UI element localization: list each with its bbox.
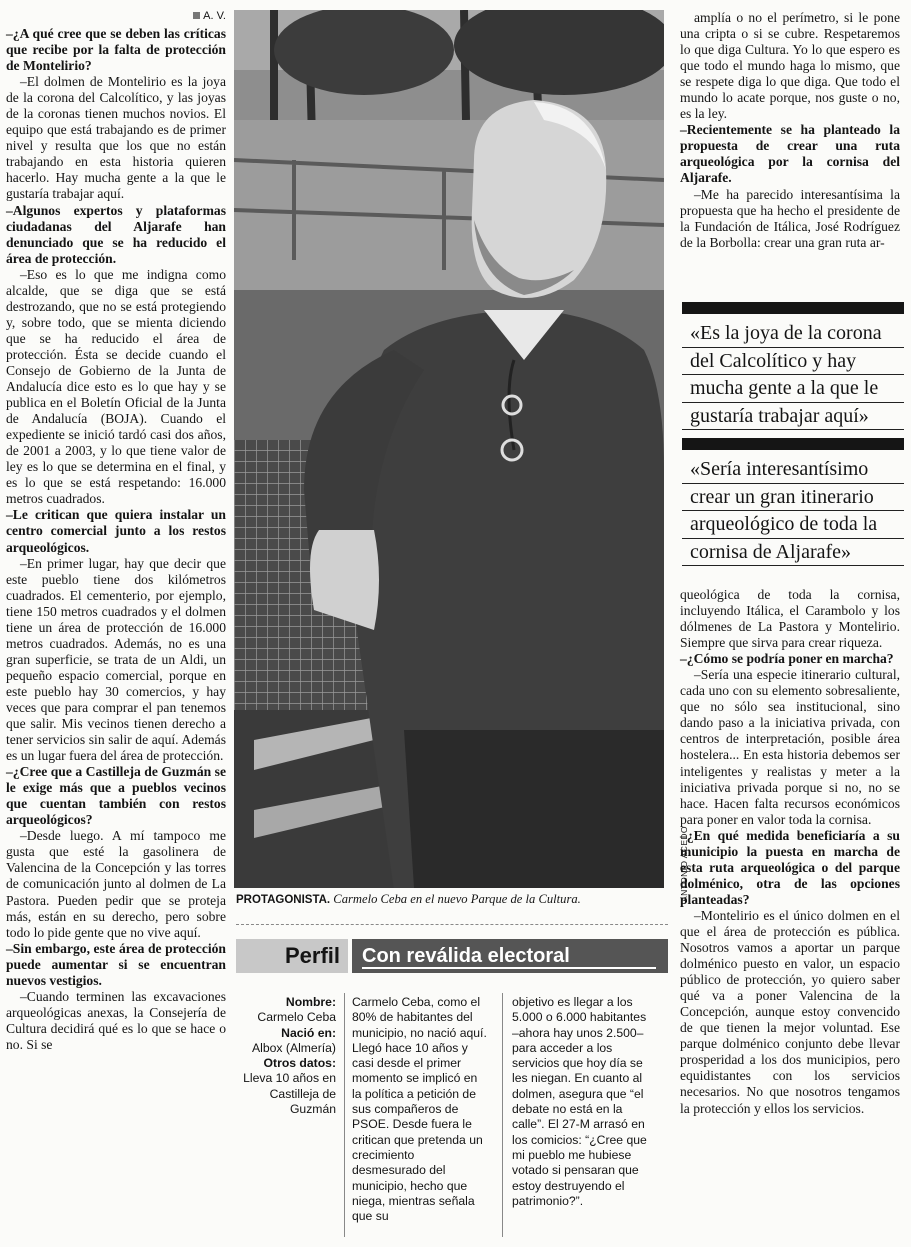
- profile-text-col2: objetivo es llegar a los 5.000 o 6.000 habitantes –ahora hay unos 2.500– para acceder a los servicios que hoy día se les niegan. En cuanto al dolmen, asegura que “el debate no está en la calle”. El 27-M arrasó en los comicios: “¿Cree que mi pueblo me hubiese votado si pensaran que estoy destruyendo el patrimonio?”.: [512, 995, 647, 1208]
- interview-answer: amplía o no el perímetro, si le pone una cripta o si se cubre. Respetaremos lo que diga Cultura. Yo lo que espero es que todo el mundo haga lo mismo, que se respete diga lo que diga. Que todo el mundo lo acate porque, nos guste o no, es la ley.: [680, 10, 900, 122]
- fact-value: Carmelo Ceba: [257, 1010, 336, 1025]
- profile-tag: Perfil: [236, 939, 348, 973]
- pull-quote-line: cornisa de Aljarafe»: [682, 539, 904, 567]
- article-column-left: [6, 26, 226, 1053]
- profile-divider: [502, 993, 503, 1237]
- interview-answer: –En primer lugar, hay que decir que este pueblo tiene dos kilómetros cuadrados. El cementerio, por ejemplo, tiene 150 metros cuadrados y el dolmen tiene un área de protección de 16.000 metros cuadrados. Además, no es una gran superficie, se trata de un Aldi, un pequeño espacio comercial, porque en este pueblo hay 30 comercios, y hay veces que para comprar el pan tenemos que salir. Mis vecinos tienen derecho a tener servicios sin salir de aquí. Además es un lugar fuera del área de protección.: [6, 555, 226, 764]
- fact-label: Otros datos:: [263, 1056, 336, 1071]
- pull-quote-1: [682, 302, 904, 430]
- pull-quote-line: mucha gente a la que le: [682, 375, 904, 403]
- pull-quote-line: crear un gran itinerario: [682, 484, 904, 512]
- pull-quote-line: «Es la joya de la corona: [682, 320, 904, 348]
- interview-question: –¿Cree que a Castilleja de Guzmán se le exige más que a pueblos vecinos que cuentan también con restos arqueológicos?: [6, 764, 226, 828]
- interview-question: –¿En qué medida beneficiaría a su municipio la puesta en marcha de esta ruta arqueológica o del parque dolménico, otra de las opciones planteadas?: [680, 827, 900, 907]
- pull-quote-bar: [682, 438, 904, 450]
- profile-divider: [344, 993, 345, 1237]
- interview-answer: –Me ha parecido interesantísima la propuesta que ha hecho el presidente de la Fundación de Itálica, José Rodríguez de la Borbolla: crear una gran ruta ar-: [680, 186, 900, 250]
- profile-text-col1: Carmelo Ceba, como el 80% de habitantes del municipio, no nació aquí. Llegó hace 10 años y casi desde el primer momento se implicó en la política a petición de sus compañeros de PSOE. Desde fuera le critican que pretenda un crecimiento desmesurado del municipio, hecho que niega, mientras señala que su: [352, 995, 487, 1224]
- fact-value: Albox (Almería): [252, 1040, 336, 1055]
- pull-quote-bar: [682, 302, 904, 314]
- fact-value: Lleva 10 años en Castilleja de Guzmán: [243, 1071, 336, 1117]
- caption-label: PROTAGONISTA.: [236, 894, 331, 906]
- article-column-right-top: [680, 10, 900, 251]
- interview-question: –Sin embargo, este área de protección puede aumentar si se encuentran nuevos vestigios.: [6, 940, 226, 988]
- pull-quote-line: del Calcolítico y hay: [682, 348, 904, 376]
- fact-label: Nació en:: [281, 1025, 336, 1040]
- profile-header: [236, 939, 668, 973]
- interview-question: –Le critican que quiera instalar un centro comercial junto a los restos arqueológicos.: [6, 507, 226, 555]
- pull-quote-line: «Sería interesantísimo: [682, 456, 904, 484]
- interview-answer: queológica de toda la cornisa, incluyendo Itálica, el Carambolo y los dólmenes de La Pastora y Montelirio. Siempre que sirva para crear riqueza.: [680, 587, 900, 651]
- interview-question: –Recientemente se ha planteado la propuesta de crear una ruta arqueológica por la cornisa del Aljarafe.: [680, 122, 900, 186]
- profile-box: [236, 924, 668, 1243]
- interview-answer: –Eso es lo que me indigna como alcalde, que se diga que se está destrozando, que no se está protegiendo y, sobre todo, que se mienta diciendo que se ha reducido el área de protección. Ésta se decide cuando el Consejo de Gobierno de la Junta de Andalucía dice esto es lo que hay y se publica en el Boletín Oficial de la Junta de Andalucía (BOJA). Cuando el expediente se inició tardó casi dos años, de 2001 a 2003, y lo que tiene valor de ley es lo que se determina en el final, y es lo que se está respetando: 16.000 metros cuadrados.: [6, 266, 226, 507]
- interview-question: –¿A qué cree que se deben las críticas que recibe por la falta de protección de Montelirio?: [6, 26, 226, 74]
- article-column-right-bottom: [680, 587, 900, 1117]
- interview-question: –¿Cómo se podría poner en marcha?: [680, 651, 894, 667]
- interview-answer: –Desde luego. A mí tampoco me gusta que esté la gasolinera de Valencina de la Concepción y las torres de comunicación junto al dolmen de La Pastora. Pueden pedir que se proteja más, están en su derecho, pero sobre todo lo pide gente que no vive aquí.: [6, 828, 226, 940]
- photo-credit: ANTONIO ACEDO: [678, 826, 689, 902]
- profile-title: Con reválida electoral: [352, 939, 668, 973]
- caption-text: Carmelo Ceba en el nuevo Parque de la Cultura.: [333, 892, 581, 906]
- pull-quote-2: [682, 438, 904, 566]
- pull-quote-line: arqueológico de toda la: [682, 511, 904, 539]
- pull-quote-line: gustaría trabajar aquí»: [682, 403, 904, 431]
- portrait-photo: [234, 10, 664, 888]
- interview-answer: –Montelirio es el único dolmen en el que el área de protección es pública. Nosotros vamos a aportar un parque dolménico puesto en valor, un espacio público de protección, yo quiero saber qué va a poner Valencina de la Concepción, aunque estoy convencido de que tienen la mejor voluntad. Ese parque dolménico conjunto debe llevar prosperidad a los dos municipios, pero equidistantes con los servicios necesarios. No que nosotros tengamos la protección y ellos los servicios.: [680, 907, 900, 1116]
- photo-caption: [236, 892, 666, 907]
- interview-answer: –El dolmen de Montelirio es la joya de la corona del Calcolítico, y las joyas de la coronas tienen muchos novios. El equipo que está trabajando es de primer nivel y resulta que los que no están trabajando en esta historia quieren hacerlo. Hay mucha gente a la que le gustaría trabajar aquí.: [6, 74, 226, 202]
- profile-facts: [236, 995, 336, 1117]
- fact-label: Nombre:: [285, 995, 336, 1009]
- byline: A. V.: [180, 10, 226, 22]
- interview-question: –Algunos expertos y plataformas ciudadanas del Aljarafe han denunciado que se ha reducido el área de protección.: [6, 202, 226, 266]
- interview-answer: –Sería una especie itinerario cultural, cada uno con su elemento sobresaliente, que no sólo sea institucional, sino dando paso a la iniciativa privada, con centros de interpretación, posible área hostelera... En esta historia debemos ser inteligentes y realistas y meter a la iniciativa privada porque si no, no se hace. Hacen falta recursos económicos para poner en valor toda la cornisa.: [680, 667, 900, 827]
- interview-answer: –Cuando terminen las excavaciones arqueológicas anexas, la Consejería de Cultura decidirá qué es lo que se hace o no. Si se: [6, 988, 226, 1052]
